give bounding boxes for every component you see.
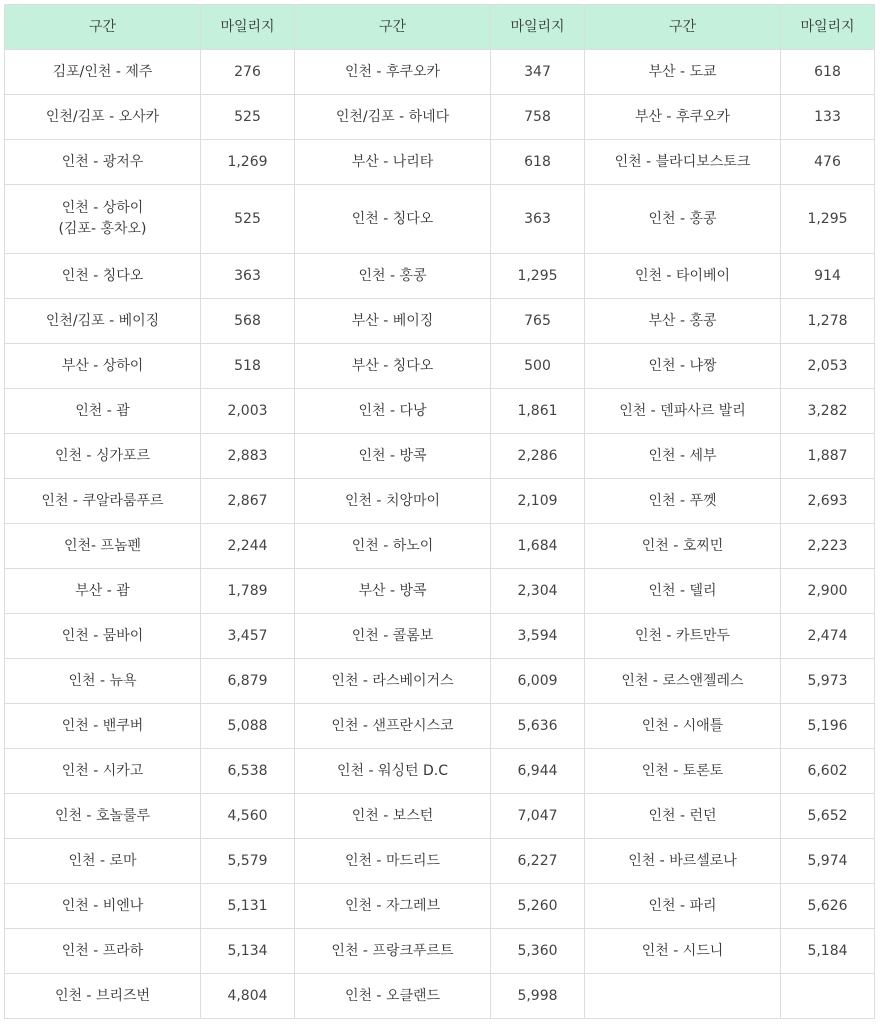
route-label: 인천 - 상하이	[61, 200, 144, 216]
route-label: 인천 - 보스턴	[351, 807, 434, 824]
route-cell	[5, 479, 201, 524]
route-cell	[5, 659, 201, 704]
mileage-cell: 133	[781, 95, 875, 140]
route-cell	[585, 794, 781, 839]
route-label: 인천 - 콜롬보	[351, 627, 434, 644]
mileage-cell: 618	[491, 140, 585, 185]
table-row	[5, 299, 875, 344]
table-row	[5, 749, 875, 794]
route-label: 인천 - 델리	[648, 582, 717, 599]
mileage-cell: 2,286	[491, 434, 585, 479]
route-label: 인천 - 홍콩	[358, 267, 427, 284]
table-row	[5, 524, 875, 569]
mileage-cell: 2,109	[491, 479, 585, 524]
route-label: 인천 - 타이베이	[634, 267, 731, 284]
route-label: 인천 - 비엔나	[61, 897, 144, 914]
route-cell	[585, 749, 781, 794]
route-cell	[585, 614, 781, 659]
mileage-cell: 5,652	[781, 794, 875, 839]
route-cell	[5, 749, 201, 794]
mileage-cell: 2,223	[781, 524, 875, 569]
route-cell	[5, 704, 201, 749]
header-mileage-2: 마일리지	[491, 5, 585, 50]
mileage-cell: 2,867	[201, 479, 295, 524]
route-cell	[585, 185, 781, 254]
route-cell	[585, 344, 781, 389]
route-cell	[295, 50, 491, 95]
route-cell	[5, 185, 201, 254]
mileage-cell: 2,304	[491, 569, 585, 614]
route-cell	[295, 524, 491, 569]
route-cell	[295, 929, 491, 974]
route-cell	[5, 50, 201, 95]
table-row	[5, 389, 875, 434]
mileage-cell: 5,260	[491, 884, 585, 929]
route-cell	[5, 254, 201, 299]
table-row	[5, 614, 875, 659]
mileage-cell: 5,973	[781, 659, 875, 704]
route-cell	[5, 434, 201, 479]
route-cell	[295, 659, 491, 704]
mileage-cell: 5,636	[491, 704, 585, 749]
mileage-cell: 568	[201, 299, 295, 344]
route-label: 인천 - 시드니	[641, 942, 724, 959]
route-label: 인천 - 브리즈번	[54, 987, 151, 1004]
route-cell	[585, 929, 781, 974]
mileage-cell: 5,579	[201, 839, 295, 884]
mileage-cell: 2,474	[781, 614, 875, 659]
route-label: 인천 - 로스앤젤레스	[621, 672, 744, 689]
mileage-cell: 500	[491, 344, 585, 389]
route-cell	[295, 794, 491, 839]
table-row	[5, 95, 875, 140]
route-label: 인천 - 호찌민	[641, 537, 724, 554]
mileage-cell: 2,883	[201, 434, 295, 479]
table-row	[5, 140, 875, 185]
table-row	[5, 929, 875, 974]
mileage-cell: 525	[201, 185, 295, 254]
mileage-cell: 1,278	[781, 299, 875, 344]
route-label: 인천 - 파리	[648, 897, 717, 914]
route-cell	[5, 140, 201, 185]
header-route-2: 구간	[295, 5, 491, 50]
mileage-cell: 1,684	[491, 524, 585, 569]
route-label: 인천 - 푸껫	[648, 492, 717, 509]
route-label: 부산 - 방콕	[358, 582, 427, 599]
mileage-cell: 5,974	[781, 839, 875, 884]
route-label-line2: (김포- 홍차오)	[58, 221, 147, 237]
route-cell	[295, 569, 491, 614]
route-label: 인천 - 카트만두	[634, 627, 731, 644]
route-label: 인천 - 광저우	[61, 153, 144, 170]
mileage-cell: 5,184	[781, 929, 875, 974]
mileage-cell: 1,295	[781, 185, 875, 254]
route-label: 김포/인천 - 제주	[52, 63, 153, 80]
route-label: 인천 - 냐짱	[648, 357, 717, 374]
route-cell	[5, 614, 201, 659]
route-cell	[5, 929, 201, 974]
route-label: 인천 - 블라디보스토크	[614, 153, 751, 170]
mileage-cell: 1,861	[491, 389, 585, 434]
route-label: 인천 - 토론토	[641, 762, 724, 779]
route-cell	[295, 434, 491, 479]
mileage-cell: 2,900	[781, 569, 875, 614]
route-cell	[5, 974, 201, 1019]
route-cell	[295, 704, 491, 749]
route-label: 부산 - 베이징	[351, 312, 434, 329]
route-label: 부산 - 상하이	[61, 357, 144, 374]
route-cell	[5, 299, 201, 344]
route-cell	[585, 884, 781, 929]
route-cell	[5, 344, 201, 389]
mileage-cell: 518	[201, 344, 295, 389]
mileage-cell: 618	[781, 50, 875, 95]
mileage-cell: 2,693	[781, 479, 875, 524]
route-cell	[5, 794, 201, 839]
route-label: 부산 - 칭다오	[351, 357, 434, 374]
table-row	[5, 254, 875, 299]
mileage-cell: 6,879	[201, 659, 295, 704]
route-label: 인천 - 후쿠오카	[344, 63, 441, 80]
mileage-cell: 476	[781, 140, 875, 185]
route-cell	[585, 254, 781, 299]
mileage-cell: 4,560	[201, 794, 295, 839]
route-cell	[295, 884, 491, 929]
table-body	[5, 50, 875, 1019]
mileage-cell: 525	[201, 95, 295, 140]
route-label: 인천 - 뉴욕	[68, 672, 137, 689]
table-row	[5, 434, 875, 479]
table-row	[5, 344, 875, 389]
header-mileage-1: 마일리지	[201, 5, 295, 50]
route-cell	[585, 389, 781, 434]
route-label: 인천 - 워싱턴 D.C	[336, 762, 449, 779]
mileage-cell: 6,538	[201, 749, 295, 794]
route-cell	[5, 524, 201, 569]
table-row	[5, 50, 875, 95]
route-label: 인천 - 런던	[648, 807, 717, 824]
mileage-cell: 1,789	[201, 569, 295, 614]
route-cell	[5, 569, 201, 614]
route-cell	[585, 95, 781, 140]
table-row	[5, 974, 875, 1019]
mileage-cell: 6,227	[491, 839, 585, 884]
route-cell	[295, 95, 491, 140]
header-row	[5, 5, 875, 50]
route-label: 인천 - 바르셀로나	[628, 852, 737, 869]
route-label: 부산 - 나리타	[351, 153, 434, 170]
route-cell	[295, 749, 491, 794]
route-cell	[585, 434, 781, 479]
route-cell	[585, 974, 781, 1019]
route-cell	[585, 659, 781, 704]
route-label: 인천 - 호놀룰루	[54, 807, 151, 824]
route-label: 인천 - 자그레브	[344, 897, 441, 914]
header-route-1: 구간	[5, 5, 201, 50]
route-cell	[295, 479, 491, 524]
mileage-cell: 363	[491, 185, 585, 254]
route-cell	[295, 389, 491, 434]
mileage-cell: 758	[491, 95, 585, 140]
table-header	[5, 5, 875, 50]
route-label: 인천 - 치앙마이	[344, 492, 441, 509]
route-cell	[5, 839, 201, 884]
route-label: 인천 - 프라하	[61, 942, 144, 959]
route-label: 인천 - 로마	[68, 852, 137, 869]
route-label: 인천 - 마드리드	[344, 852, 441, 869]
mileage-cell: 6,009	[491, 659, 585, 704]
route-cell	[585, 299, 781, 344]
route-cell	[585, 524, 781, 569]
route-label: 인천/김포 - 하네다	[335, 108, 450, 125]
table-row	[5, 884, 875, 929]
mileage-cell: 1,295	[491, 254, 585, 299]
mileage-cell: 363	[201, 254, 295, 299]
mileage-cell: 2,244	[201, 524, 295, 569]
route-label: 인천 - 다낭	[358, 402, 427, 419]
route-label: 인천- 프놈펜	[63, 537, 142, 554]
route-cell	[585, 140, 781, 185]
route-cell	[585, 50, 781, 95]
mileage-cell: 3,457	[201, 614, 295, 659]
route-cell	[5, 95, 201, 140]
route-label: 인천 - 덴파사르 발리	[619, 402, 746, 419]
route-cell	[295, 974, 491, 1019]
mileage-cell: 3,282	[781, 389, 875, 434]
mileage-cell: 1,269	[201, 140, 295, 185]
route-label: 인천 - 하노이	[351, 537, 434, 554]
mileage-cell: 5,134	[201, 929, 295, 974]
route-label: 인천 - 뭄바이	[61, 627, 144, 644]
route-label: 인천 - 싱가포르	[54, 447, 151, 464]
mileage-cell	[781, 974, 875, 1019]
table-row	[5, 569, 875, 614]
route-cell	[295, 344, 491, 389]
header-route-3: 구간	[585, 5, 781, 50]
table-row	[5, 659, 875, 704]
route-label: 인천 - 시카고	[61, 762, 144, 779]
route-cell	[295, 299, 491, 344]
route-label: 인천 - 괌	[75, 402, 130, 419]
route-label: 인천 - 밴쿠버	[61, 717, 144, 734]
mileage-cell: 5,196	[781, 704, 875, 749]
route-label: 인천 - 라스베이거스	[331, 672, 454, 689]
mileage-cell: 4,804	[201, 974, 295, 1019]
route-label: 인천 - 칭다오	[351, 210, 434, 227]
route-label: 인천 - 세부	[648, 447, 717, 464]
route-cell	[295, 614, 491, 659]
route-label: 인천 - 프랑크푸르트	[331, 942, 454, 959]
route-label: 인천/김포 - 오사카	[45, 108, 160, 125]
table-row	[5, 794, 875, 839]
route-label: 부산 - 후쿠오카	[634, 108, 731, 125]
table-row	[5, 479, 875, 524]
table-row	[5, 839, 875, 884]
route-cell	[585, 479, 781, 524]
route-cell	[585, 569, 781, 614]
route-cell	[295, 140, 491, 185]
mileage-cell: 7,047	[491, 794, 585, 839]
route-label: 인천 - 방콕	[358, 447, 427, 464]
mileage-cell: 5,998	[491, 974, 585, 1019]
route-cell	[295, 839, 491, 884]
route-label: 인천 - 시애틀	[641, 717, 724, 734]
table-row	[5, 704, 875, 749]
mileage-cell: 5,360	[491, 929, 585, 974]
route-label: 인천 - 칭다오	[61, 267, 144, 284]
route-label: 인천 - 홍콩	[648, 210, 717, 227]
route-cell	[295, 185, 491, 254]
route-label: 부산 - 도쿄	[648, 63, 717, 80]
mileage-cell: 5,131	[201, 884, 295, 929]
route-label: 부산 - 홍콩	[648, 312, 717, 329]
table-row	[5, 185, 875, 254]
mileage-cell: 6,602	[781, 749, 875, 794]
route-label: 부산 - 괌	[75, 582, 130, 599]
mileage-cell: 3,594	[491, 614, 585, 659]
route-label: 인천/김포 - 베이징	[45, 312, 160, 329]
mileage-cell: 276	[201, 50, 295, 95]
mileage-cell: 765	[491, 299, 585, 344]
mileage-cell: 347	[491, 50, 585, 95]
mileage-cell: 2,003	[201, 389, 295, 434]
route-label: 인천 - 쿠알라룸푸르	[41, 492, 164, 509]
mileage-table	[4, 4, 875, 1019]
route-label: 인천 - 오클랜드	[344, 987, 441, 1004]
header-mileage-3: 마일리지	[781, 5, 875, 50]
route-cell	[5, 884, 201, 929]
route-cell	[295, 254, 491, 299]
route-cell	[585, 704, 781, 749]
route-cell	[585, 839, 781, 884]
mileage-cell: 5,626	[781, 884, 875, 929]
mileage-cell: 1,887	[781, 434, 875, 479]
mileage-cell: 2,053	[781, 344, 875, 389]
route-label: 인천 - 샌프란시스코	[331, 717, 454, 734]
route-cell	[5, 389, 201, 434]
mileage-cell: 5,088	[201, 704, 295, 749]
mileage-cell: 914	[781, 254, 875, 299]
mileage-cell: 6,944	[491, 749, 585, 794]
